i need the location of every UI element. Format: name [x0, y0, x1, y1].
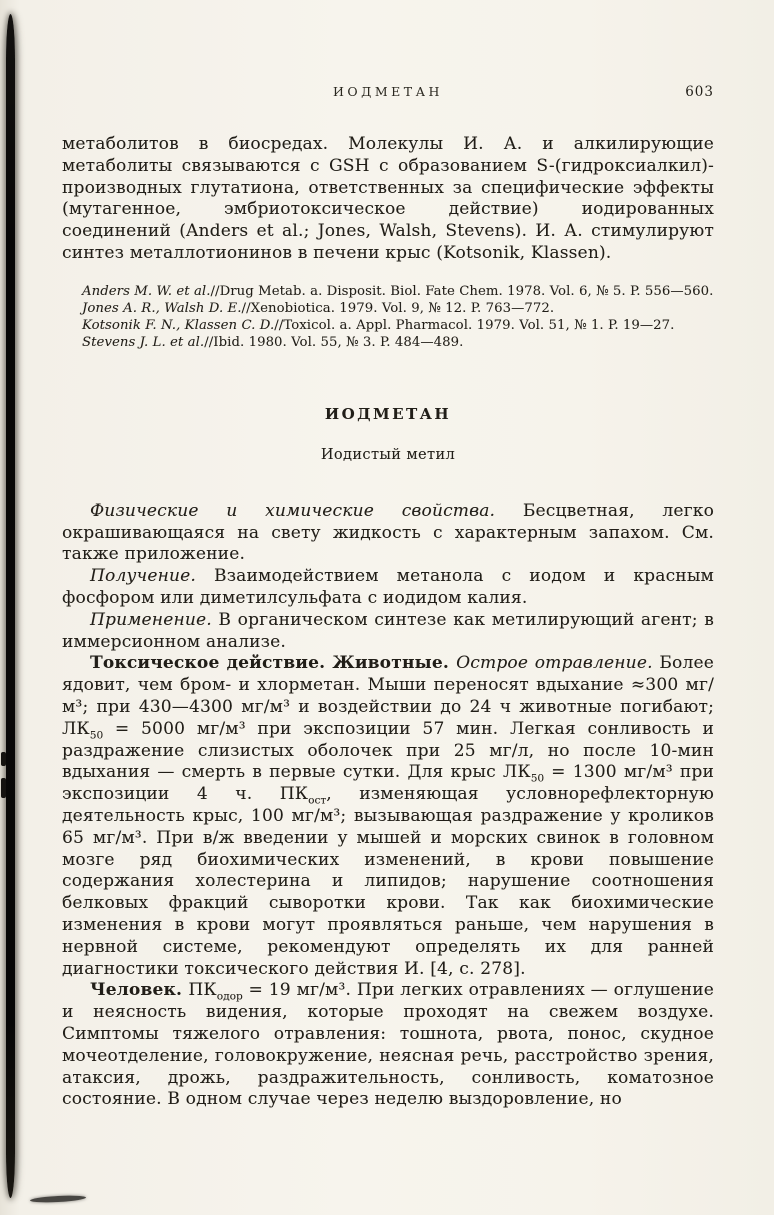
page-content: [62, 84, 714, 1111]
scan-artifact: [30, 1195, 86, 1204]
paragraph-text: Более ядовит, чем бром- и хлорметан. Мыши переносят вдыхание ≈300 мг/м³; при 430—4300 мг/м³ и воздействии до 24 ч животные погибают; ЛК: [62, 653, 714, 739]
lead-phrase-bold: Человек.: [90, 980, 189, 1001]
lead-phrase: Применение.: [90, 609, 212, 630]
scan-artifact: [1, 752, 6, 766]
paragraph-toxic-action: [62, 653, 714, 980]
paragraph-application: [62, 610, 714, 654]
reference-source: //Toxicol. a. Appl. Pharmacol. 1979. Vol. 51, № 1. P. 19—27.: [274, 317, 675, 333]
reference-item: [62, 334, 714, 351]
page-header: [62, 84, 714, 100]
paragraph-physical-properties: [62, 501, 714, 566]
reference-authors: Jones A. R., Walsh D. E.: [82, 300, 242, 316]
lead-phrase-italic: Острое отравление.: [456, 653, 653, 674]
lead-phrase: Физические и химические свойства.: [90, 500, 496, 521]
paragraph-text: = 5000 мг/м³ при экспозиции 57 мин. Легкая сонливость и раздражение слизистых оболочек при 25 мг/л, но после 10-мин вдыхания — смерть в первые сутки. Для крыс ЛК: [62, 718, 714, 783]
scan-gutter-shadow: [6, 14, 15, 1198]
running-head: ИОДМЕТАН: [333, 84, 443, 99]
scan-artifact: [1, 778, 6, 798]
reference-authors: Kotsonik F. N., Klassen C. D.: [82, 317, 275, 333]
reference-source: //Ibid. 1980. Vol. 55, № 3. P. 484—489.: [204, 334, 464, 350]
lead-phrase: Получение.: [90, 566, 196, 587]
paragraph-production: [62, 566, 714, 610]
subscript: 50: [89, 729, 104, 742]
intro-paragraph: метаболитов в биосредах. Молекулы И. А. и алкилирующие метаболиты связываются с GSH с образованием S-(гидроксиалкил)-производных глутатиона, ответственных за специфические эффекты (мутагенное, эмбриотоксическое действие) иодированных соединений (Anders et al.; Jones, Walsh, Stevens). И. А. стимулируют синтез металлотионинов в печени крыс (Kotsonik, Klassen).: [62, 134, 714, 263]
lead-phrase-bold: Токсическое действие. Животные.: [90, 653, 457, 674]
paragraph-human: [62, 980, 714, 1111]
reference-authors: Anders M. W. et al.: [82, 283, 211, 299]
subscript: одор: [216, 990, 243, 1003]
paragraph-text: Взаимодействием метанола с иодом и красным фосфором или диметилсульфата с иодидом калия.: [62, 566, 714, 608]
reference-source: //Xenobiotica. 1979. Vol. 9, № 12. P. 763—772.: [241, 300, 555, 316]
references-list: [62, 283, 714, 351]
paragraph-text: ПК: [188, 980, 217, 1001]
paragraph-text: = 1300 мг/м³ при экспозиции 4 ч. ПК: [62, 762, 714, 805]
page-number: 603: [685, 84, 714, 100]
paragraph-text: , изменяющая условнорефлекторную деятельность крыс, 100 мг/м³; вызывающая раздражение у кроликов 65 мг/м³. При в/ж введении у мышей и морских свинок в головном мозге ряд биохимических изменений, в крови повышение содержания холестерина и липидов; нарушение соотношения белковых фракций сыворотки крови. Так как биохимические изменения в крови могут проявляться раньше, чем нарушения в нервной системе, рекомендуют определять их для ранней диагностики токсического действия И. [4, с. 278].: [62, 784, 714, 979]
article-subtitle: Иодистый метил: [320, 446, 456, 463]
reference-item: [62, 317, 714, 334]
article-title: ИОДМЕТАН: [324, 404, 452, 423]
reference-authors: Stevens J. L. et al.: [82, 334, 205, 350]
paragraph-text: В органическом синтезе как метилирующий агент; в иммерсионном анализе.: [62, 609, 714, 652]
reference-source: //Drug Metab. a. Disposit. Biol. Fate Chem. 1978. Vol. 6, № 5. P. 556—560.: [210, 283, 714, 299]
subscript: ост: [308, 794, 327, 807]
reference-item: [62, 283, 714, 300]
paragraph-text: Бесцветная, легко окрашивающаяся на свету жидкость с характерным запахом. См. также приложение.: [62, 500, 714, 565]
reference-item: [62, 300, 714, 317]
paragraph-text: = 19 мг/м³. При легких отравлениях — оглушение и неясность видения, которые проходят на свежем воздухе. Симптомы тяжелого отравления: тошнота, рвота, понос, скудное мочеотделение, головокружение, неясная речь, расстройство зрения, атаксия, дрожь, раздражительность, сонливость, коматозное состояние. В одном случае через неделю выздоровление, но: [62, 980, 714, 1110]
subscript: 50: [530, 772, 545, 785]
